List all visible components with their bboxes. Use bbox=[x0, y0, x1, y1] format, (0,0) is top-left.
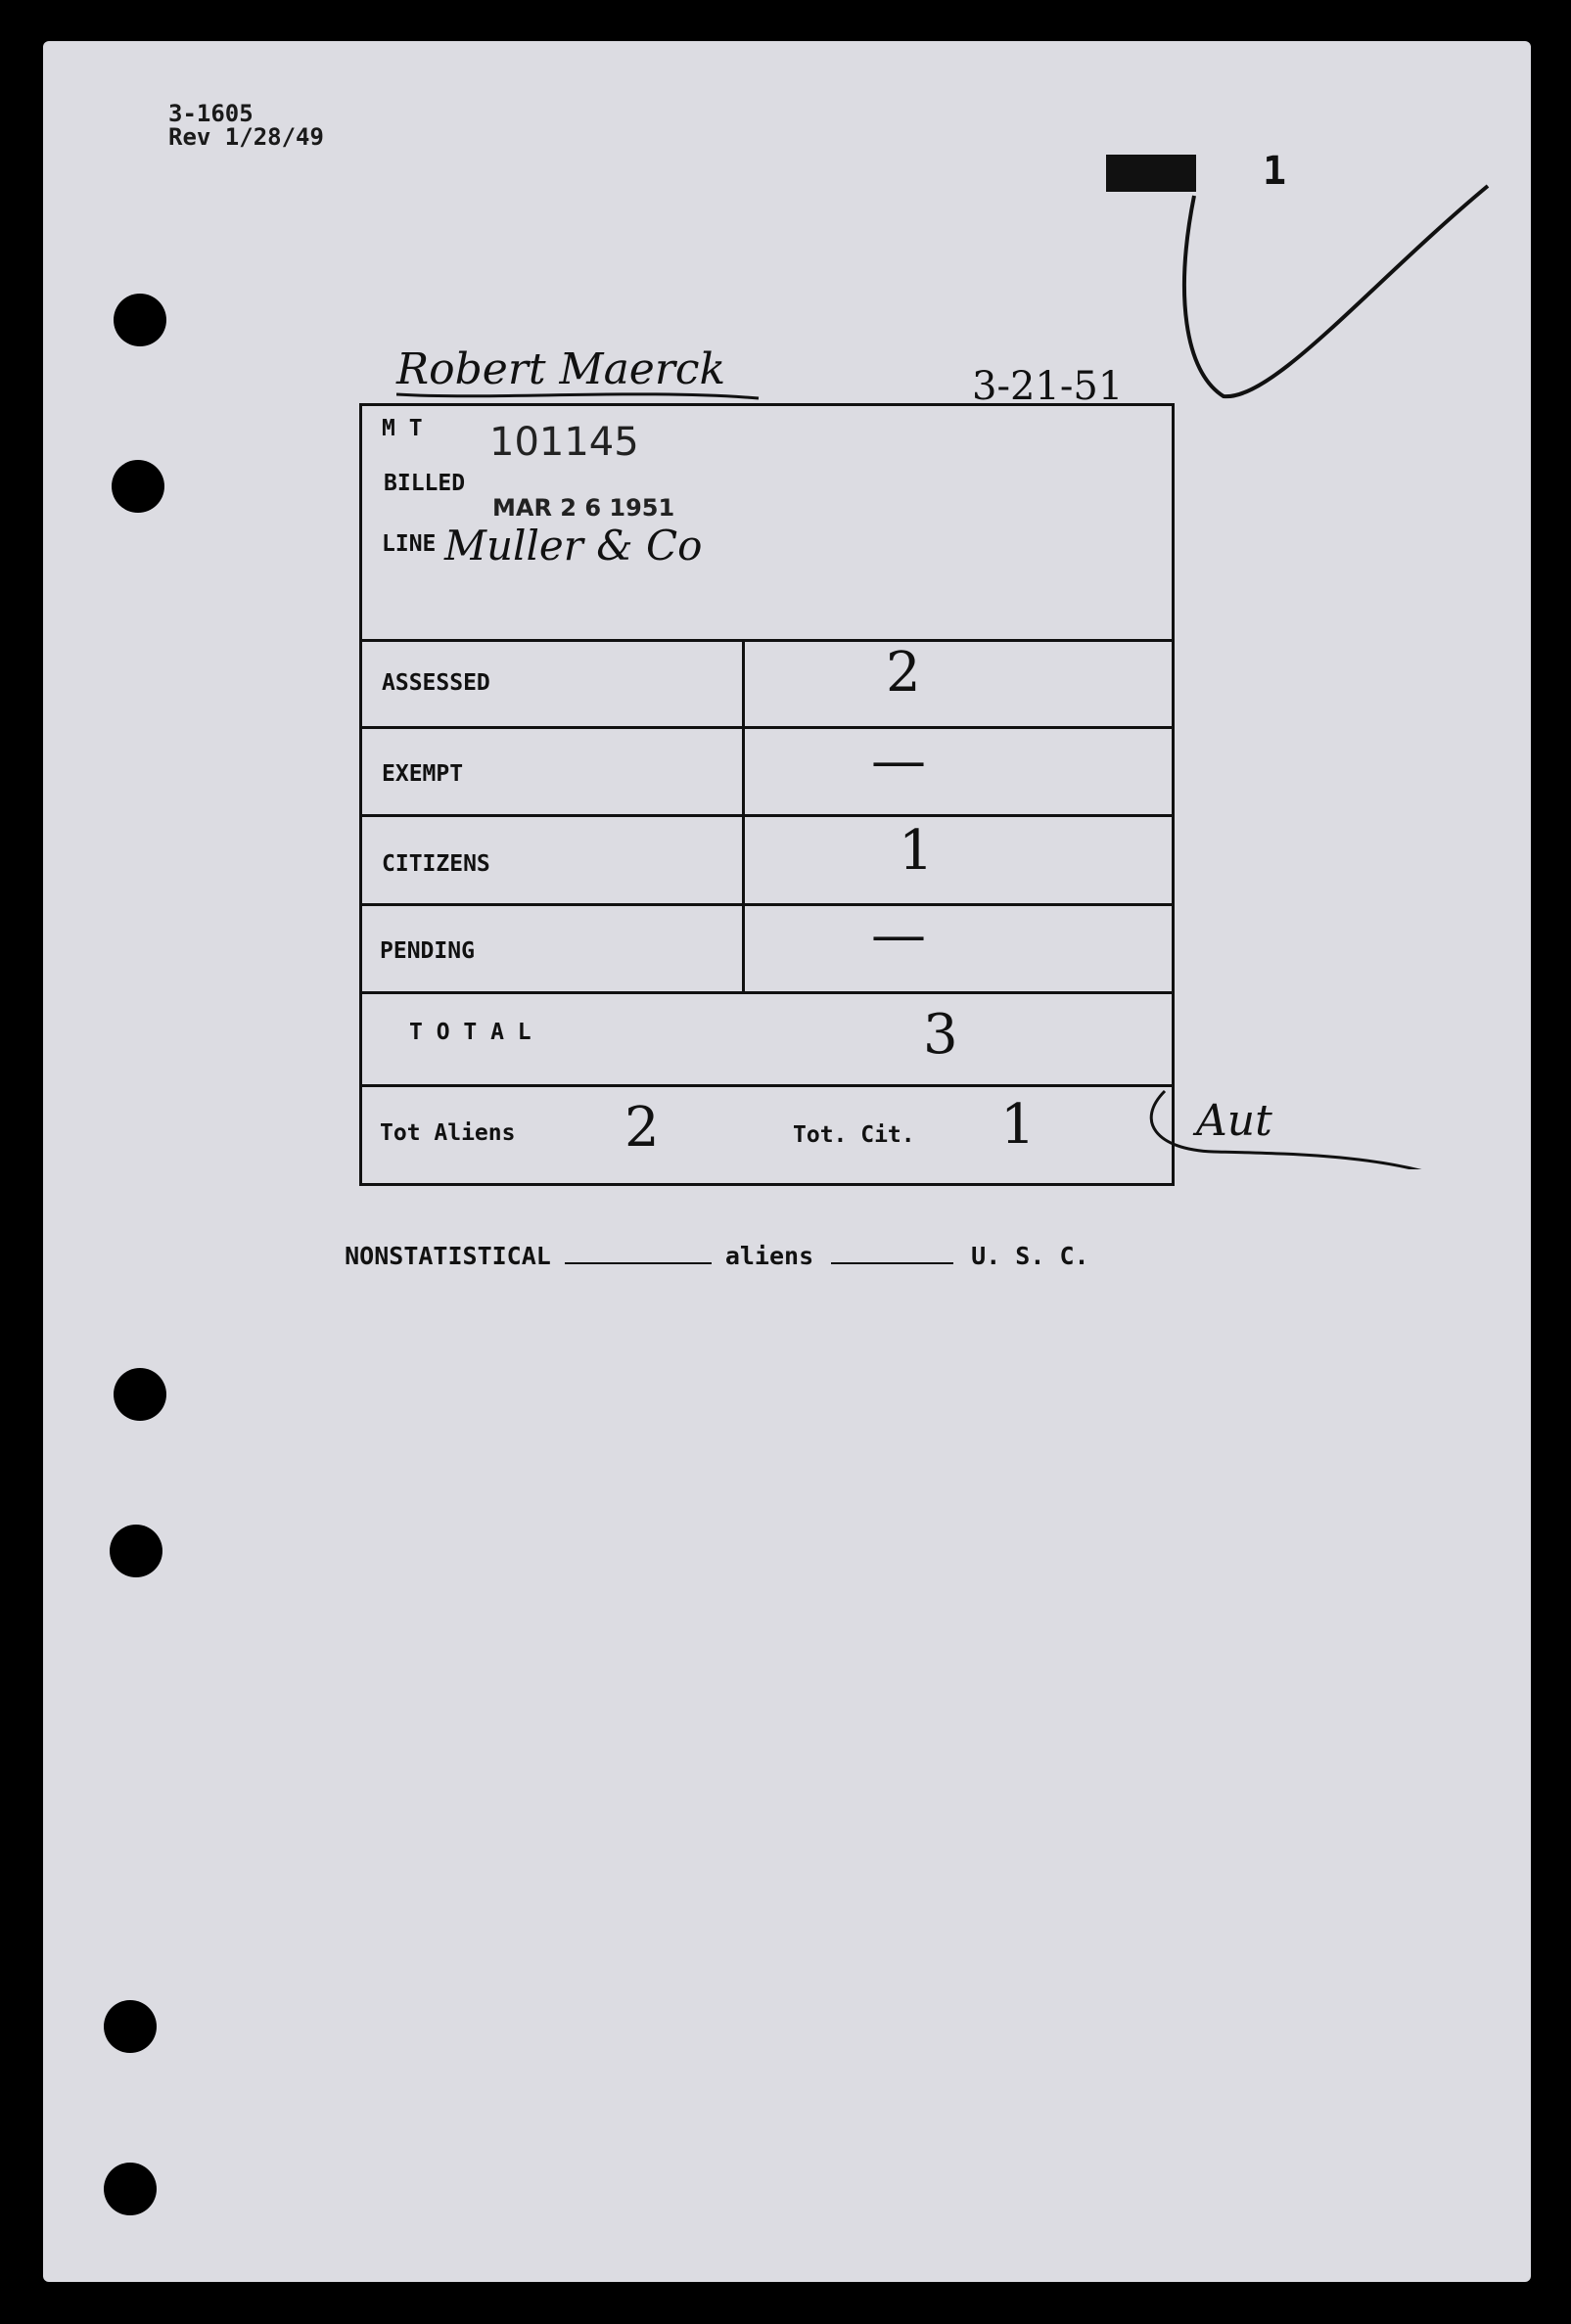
row-label-exempt: EXEMPT bbox=[382, 761, 464, 787]
punch-hole bbox=[110, 1525, 162, 1577]
form-code bbox=[168, 102, 324, 149]
mt-number: 101145 bbox=[489, 420, 639, 465]
page-number: 1 bbox=[1263, 149, 1287, 194]
handwritten-initials: Aut bbox=[1196, 1096, 1272, 1146]
divider bbox=[362, 639, 1172, 642]
row-value-assessed: 2 bbox=[886, 641, 921, 705]
aliens-label: aliens bbox=[724, 1242, 814, 1270]
handwritten-date: 3-21-51 bbox=[972, 364, 1124, 409]
punch-hole bbox=[104, 2163, 157, 2215]
check-mark-icon bbox=[1155, 176, 1507, 411]
billed-date-stamp: MAR 2 6 1951 bbox=[492, 494, 675, 522]
row-value-exempt: — bbox=[871, 729, 926, 793]
divider bbox=[362, 903, 1172, 906]
billed-label: BILLED bbox=[384, 471, 466, 496]
punch-hole bbox=[114, 1368, 166, 1421]
row-value-citizens: 1 bbox=[899, 819, 934, 883]
mt-label: M T bbox=[382, 416, 423, 441]
divider bbox=[362, 814, 1172, 817]
row-label-assessed: ASSESSED bbox=[382, 670, 490, 696]
nonstatistical-label: NONSTATISTICAL bbox=[345, 1242, 551, 1270]
handwritten-name: Robert Maerck bbox=[396, 344, 726, 394]
row-label-citizens: CITIZENS bbox=[382, 851, 490, 877]
line-label: LINE bbox=[382, 531, 437, 557]
row-value-pending: — bbox=[871, 903, 926, 967]
punch-hole bbox=[104, 2000, 157, 2053]
nonstatistical-line bbox=[315, 1213, 1089, 1270]
initials-flourish bbox=[1135, 1081, 1468, 1169]
handwritten-line-name: Muller & Co bbox=[444, 522, 703, 570]
blank-field bbox=[831, 1262, 953, 1264]
blank-field bbox=[565, 1262, 712, 1264]
column-divider bbox=[742, 639, 745, 991]
punch-hole bbox=[114, 294, 166, 346]
divider bbox=[362, 1084, 1172, 1087]
usc-label: U. S. C. bbox=[971, 1242, 1089, 1270]
total-aliens-value: 2 bbox=[624, 1096, 660, 1160]
total-citizens-label: Tot. Cit. bbox=[793, 1122, 915, 1148]
form-revision: Rev 1/28/49 bbox=[168, 123, 324, 151]
divider bbox=[362, 726, 1172, 729]
total-citizens-value: 1 bbox=[1000, 1093, 1036, 1157]
divider bbox=[362, 991, 1172, 994]
total-value: 3 bbox=[923, 1003, 958, 1067]
manifest-form bbox=[359, 403, 1175, 1186]
form-number: 3-1605 bbox=[168, 100, 254, 127]
total-aliens-label: Tot Aliens bbox=[380, 1120, 516, 1146]
total-label: T O T A L bbox=[409, 1020, 531, 1045]
row-label-pending: PENDING bbox=[380, 938, 475, 964]
punch-hole bbox=[112, 460, 164, 513]
